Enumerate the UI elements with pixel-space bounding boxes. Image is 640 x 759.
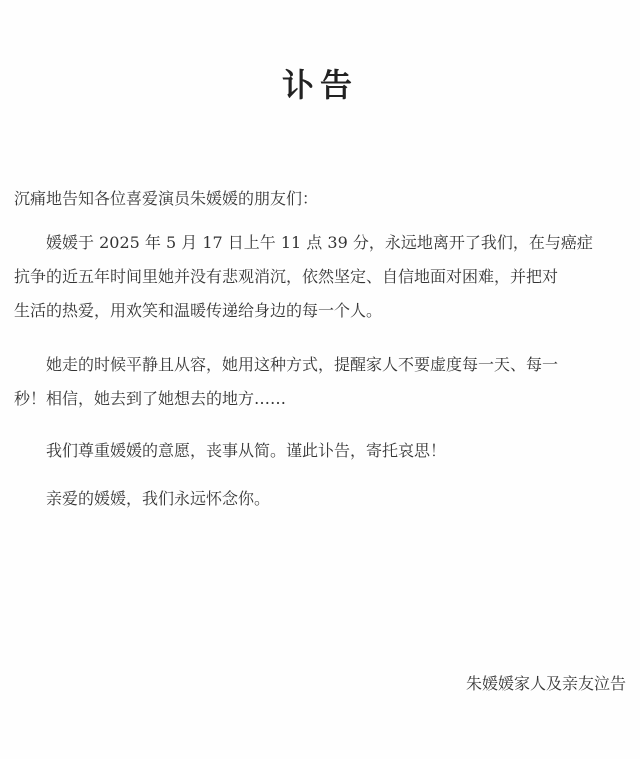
paragraph-line: 亲爱的媛媛，我们永远怀念你。 — [46, 489, 271, 508]
paragraph-line: 她走的时候平静且从容，她用这种方式，提醒家人不要虚度每一天、每一 — [46, 355, 559, 374]
paragraph-2 — [14, 348, 626, 416]
paragraph-line: 抗争的近五年时间里她并没有悲观消沉，依然坚定、自信地面对困难，并把对 — [14, 267, 559, 286]
paragraph-3 — [14, 434, 626, 468]
paragraph-line: 秒！相信，她去到了她想去的地方…… — [14, 389, 287, 408]
paragraph-1 — [14, 226, 626, 328]
paragraph-line: 我们尊重媛媛的意愿，丧事从简。谨此讣告，寄托哀思！ — [46, 441, 447, 460]
salutation: 沉痛地告知各位喜爱演员朱媛媛的朋友们： — [14, 189, 319, 208]
page-title: 讣告 — [281, 66, 358, 104]
paragraph-4 — [14, 482, 626, 516]
paragraph-line: 生活的热爱，用欢笑和温暖传递给身边的每一个人。 — [14, 301, 383, 320]
paragraph-line: 媛媛于 2025 年 5 月 17 日上午 11 点 39 分，永远地离开了我们，在与癌症 — [46, 233, 593, 252]
signature: 朱媛媛家人及亲友泣告 — [465, 674, 626, 693]
